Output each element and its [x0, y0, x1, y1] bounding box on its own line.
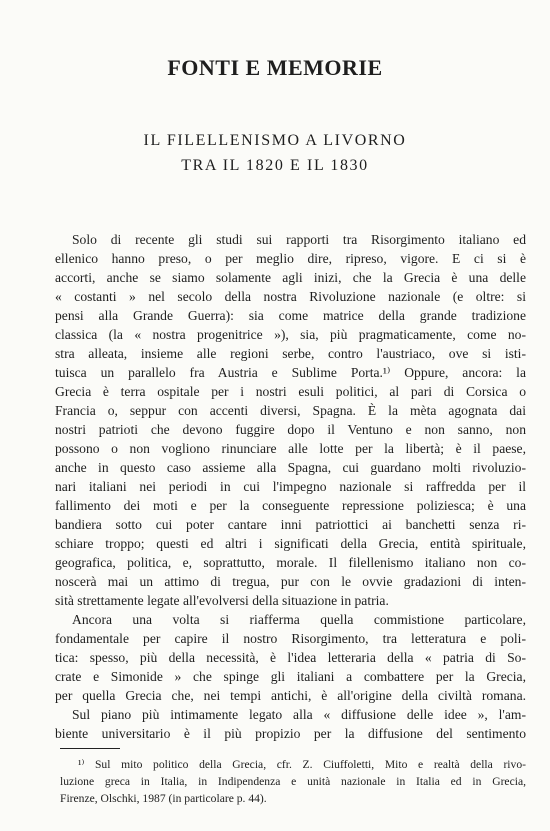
article-title-line-1: IL FILELLENISMO A LIVORNO [143, 132, 407, 149]
body-line: stra alleata, insieme alle regioni serbe, contro l'austriaco, ove si isti- [55, 346, 526, 361]
body-line: fondamentale per capire il nostro Risorgimento, tra letteratura e poli- [55, 631, 526, 646]
body-line: geografica, politica, e, soprattutto, morale. Il filellenismo italiano non co- [55, 555, 526, 570]
footnote-line: luzione greca in Italia, in Indipendenza e unità nazionale in Italia ed in Grecia, [60, 775, 526, 788]
body-line: ellenico hanno preso, o per meglio dire, ripreso, vigore. E ci si è [55, 251, 526, 266]
body-line: nari italiani nei periodi in cui l'impegno nazionale si raffredda per il [55, 479, 526, 494]
body-line: accorti, anche se siamo solamente agli inizi, che la Grecia è una delle [55, 270, 526, 285]
body-line: crate e Simonide » che spinge gli italiani a combattere per la Grecia, [55, 669, 526, 684]
footnote-line: ¹⁾ Sul mito politico della Grecia, cfr. Z. Ciuffoletti, Mito e realtà della rivo- [78, 758, 526, 771]
footnote-line: Firenze, Olschki, 1987 (in particolare p. 44). [60, 792, 267, 805]
body-line: « costanti » nel secolo della nostra Rivoluzione nazionale (e oltre: si [55, 289, 526, 304]
body-line: per quella Grecia che, nei tempi antichi, è all'origine della civiltà romana. [55, 688, 526, 703]
body-line: noscerà mai un attimo di tregua, pur con le ovvie gradazioni di inten- [55, 574, 526, 589]
article-title-line-2: TRA IL 1820 E IL 1830 [181, 157, 369, 174]
footnote-divider [60, 748, 120, 749]
body-line: schiare troppo; questi ed altri i significati della Grecia, entità spirituale, [55, 536, 526, 551]
body-line: biente universitario è il più propizio per la diffusione del sentimento [55, 726, 526, 741]
body-line: nostri patrioti che devono fuggire dopo il Ventuno e non sanno, non [55, 422, 526, 437]
body-line: bandiera sotto cui poter cantare inni patriottici ai banchetti senza ri- [55, 517, 526, 532]
body-line: anche in questo caso assieme alla Spagna, cui guardano molti rivoluzio- [55, 460, 526, 475]
body-line: pensi alla Grande Guerra): sia come matrice della grande tradizione [55, 308, 526, 323]
body-line: possono o non vogliono rinunciare alle lotte per la libertà; è il paese, [55, 441, 526, 456]
body-line: tuisca un parallelo fra Austria e Sublime Porta.¹⁾ Oppure, ancora: la [55, 365, 526, 380]
body-line: Grecia è terra ospitale per i nostri esuli politici, al pari di Corsica o [55, 384, 526, 399]
body-line: tica: spesso, più della necessità, è l'idea letteraria della « patria di So- [55, 650, 526, 665]
body-line: Francia o, seppur con accenti diversi, Spagna. È la mèta agognata dai [55, 403, 526, 418]
body-line: fallimento dei moti e per la conseguente repressione poliziesca; è una [55, 498, 526, 513]
body-line: classica (la « nostra progenitrice »), sia, più pragmaticamente, come no- [55, 327, 526, 342]
body-line: Sul piano più intimamente legato alla « diffusione delle idee », l'am- [72, 707, 526, 722]
body-line: Ancora una volta si riafferma quella commistione particolare, [72, 612, 526, 627]
body-line: sità strettamente legate all'evolversi della situazione in patria. [55, 593, 389, 608]
section-title: FONTI E MEMORIE [167, 55, 383, 80]
body-line: Solo di recente gli studi sui rapporti tra Risorgimento italiano ed [72, 232, 526, 247]
